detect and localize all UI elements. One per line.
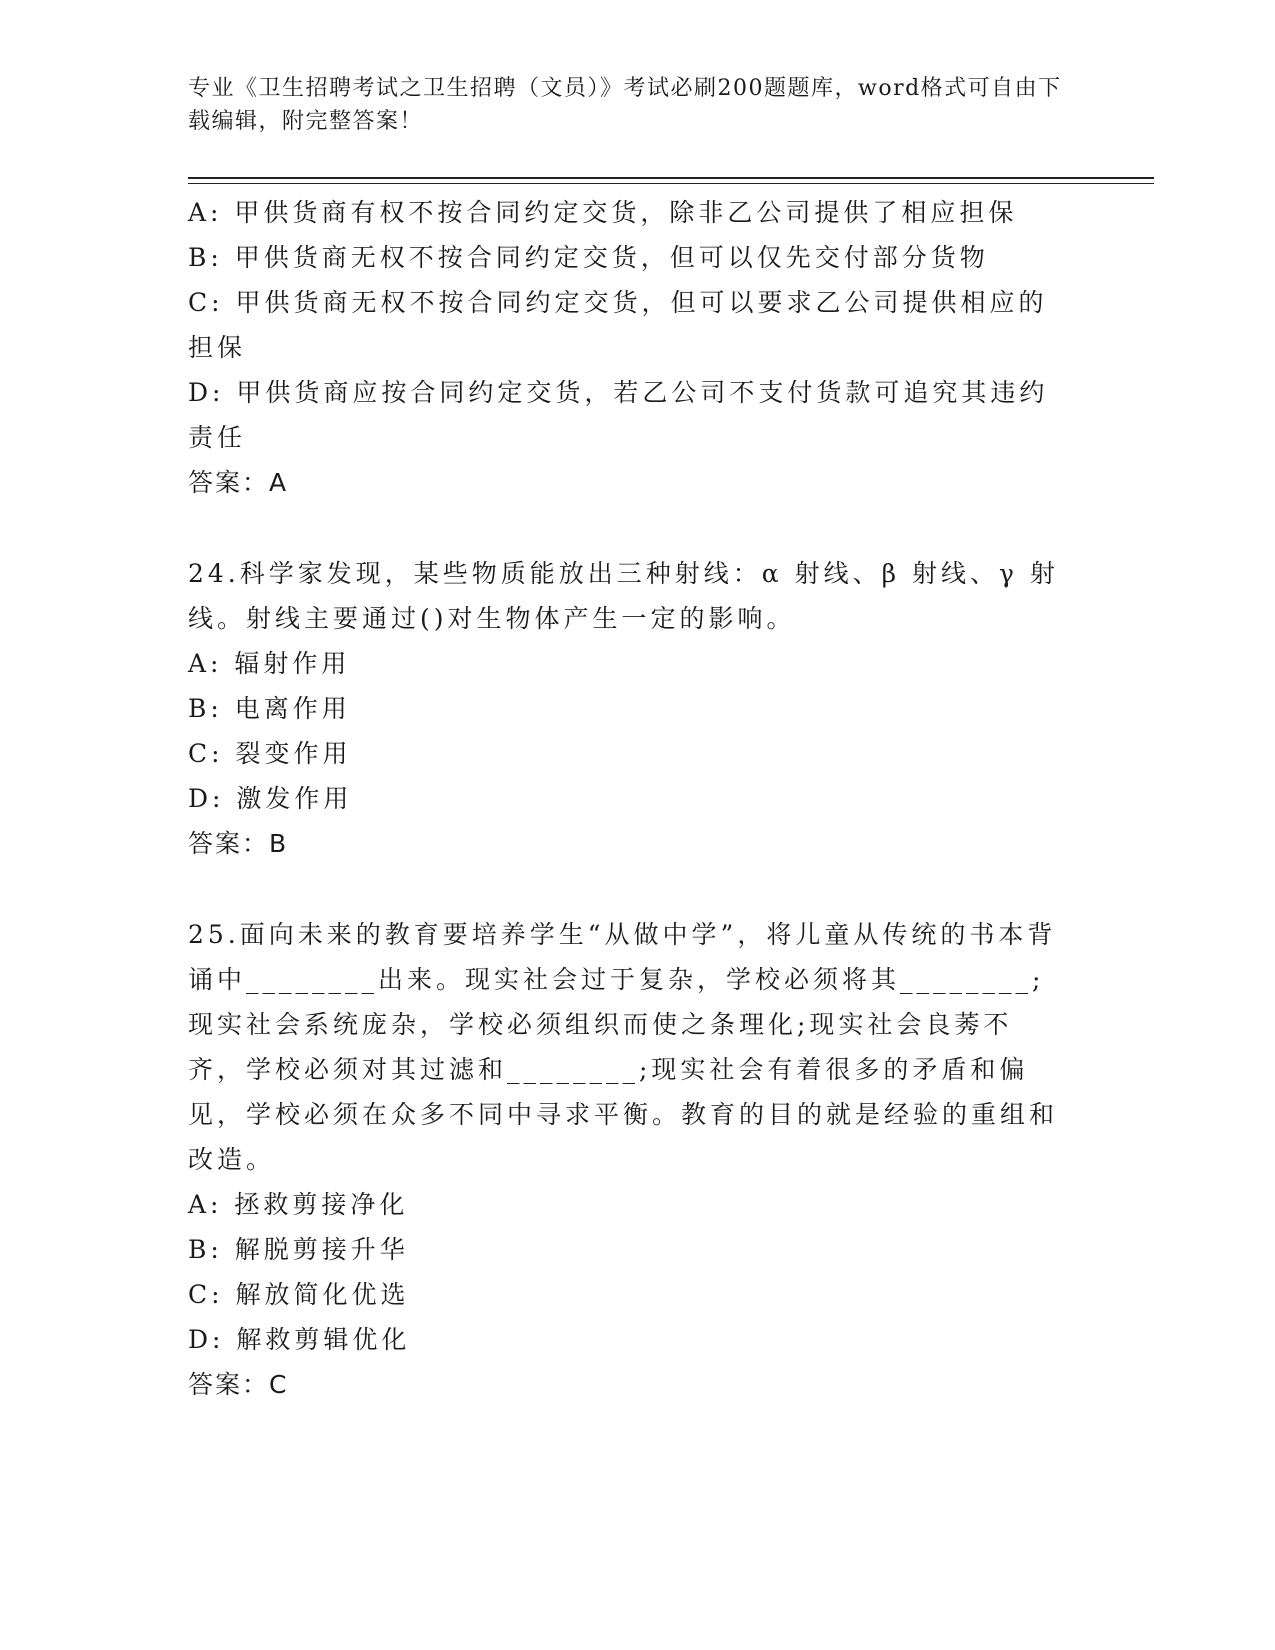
option-a: A: 甲供货商有权不按合同约定交货，除非乙公司提供了相应担保: [188, 198, 1018, 227]
answer: 答案：C: [188, 1370, 289, 1399]
option-d: D: 激发作用: [188, 784, 353, 813]
header-divider-thick: [188, 177, 1154, 179]
question-23-fragment: [188, 190, 1068, 505]
question-text: 25.面向未来的教育要培养学生“从做中学”，将儿童从传统的书本背诵中________出来。现实社会过于复杂，学校必须将其________;现实社会系统庞杂，学校必须组织而使之条理化;现实社会良莠不齐，学校必须对其过滤和________;现实社会有着很多的矛盾和偏见，学校必须在众多不同中寻求平衡。教育的目的就是经验的重组和改造。: [188, 920, 1059, 1174]
question-content: [188, 190, 1068, 1407]
document-header: 专业《卫生招聘考试之卫生招聘（文员）》考试必刷200题题库，word格式可自由下载编辑，附完整答案！: [188, 76, 1062, 134]
option-b: B: 电离作用: [188, 694, 351, 723]
answer: 答案：B: [188, 829, 289, 858]
option-a: A: 辐射作用: [188, 649, 351, 678]
question-24: [188, 551, 1068, 866]
answer: 答案：A: [188, 468, 289, 497]
option-c: C: 解放简化优选: [188, 1280, 410, 1309]
header-divider-thin: [188, 183, 1154, 184]
option-d: D: 解救剪辑优化: [188, 1325, 411, 1354]
option-c: C: 裂变作用: [188, 739, 352, 768]
option-b: B: 解脱剪接升华: [188, 1235, 409, 1264]
option-a: A: 拯救剪接净化: [188, 1190, 409, 1219]
option-c: C: 甲供货商无权不按合同约定交货，但可以要求乙公司提供相应的担保: [188, 288, 1048, 362]
question-text: 24.科学家发现，某些物质能放出三种射线：α 射线、β 射线、γ 射线。射线主要通过()对生物体产生一定的影响。: [188, 559, 1059, 633]
option-b: B: 甲供货商无权不按合同约定交货，但可以仅先交付部分货物: [188, 243, 989, 272]
option-d: D: 甲供货商应按合同约定交货，若乙公司不支付货款可追究其违约责任: [188, 378, 1049, 452]
question-25: [188, 912, 1068, 1407]
